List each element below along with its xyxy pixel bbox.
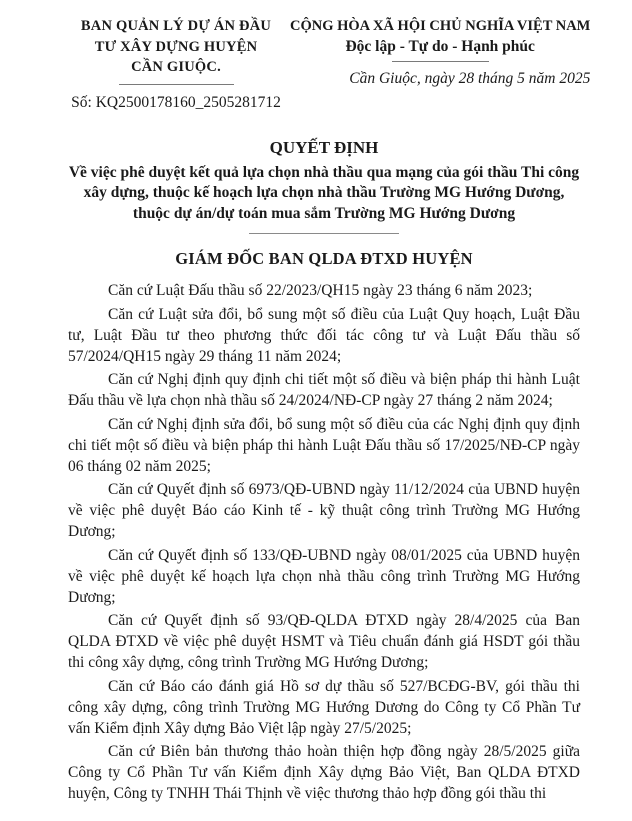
legal-basis-paragraph: Căn cứ Luật Đấu thầu số 22/2023/QH15 ngày 23 tháng 6 năm 2023; — [108, 282, 533, 299]
legal-basis-paragraph: Căn cứ Nghị định sửa đổi, bổ sung một số điều của các Nghị định quy định chi tiết một số điều và biện pháp thi hành Luật Đấu thầu số 17/2025/NĐ-CP ngày 06 tháng 02 năm 2025; — [68, 415, 580, 475]
document-header — [68, 16, 591, 112]
national-header-block — [284, 16, 590, 88]
legal-basis-paragraph: Căn cứ Luật sửa đổi, bổ sung một số điều của Luật Quy hoạch, Luật Đầu tư, Luật Đầu tư theo phương thức đối tác công tư và Luật Đấu thầu số 57/2024/QH15 ngày 29 tháng 11 năm 2024; — [68, 305, 580, 365]
issuing-org-name-line-1: BAN QUẢN LÝ DỰ ÁN ĐẦU — [80, 18, 272, 34]
decision-subtitle: Về việc phê duyệt kết quả lựa chọn nhà thầu qua mạng của gói thầu Thi công xây dựng, thuộc kế hoạch lựa chọn nhà thầu Trường MG Hướng Dương, thuộc dự án/dự toán mua sắm Trường MG Hướng Dương — [68, 163, 580, 222]
issuing-org-block — [68, 16, 284, 112]
national-motto: Độc lập - Tự do - Hạnh phúc — [345, 38, 535, 55]
legal-basis-paragraph: Căn cứ Biên bản thương thảo hoàn thiện hợp đồng ngày 28/5/2025 giữa Công ty Cổ Phần Tư vấn Kiểm định Xây dựng Bảo Việt, Ban QLDA ĐTXD huyện, Công ty TNHH Thái Thịnh về việc thương thảo hợp đồng gói thầu thi — [68, 743, 580, 802]
legal-basis-section — [68, 280, 580, 804]
legal-basis-paragraph: Căn cứ Báo cáo đánh giá Hồ sơ dự thầu số 527/BCĐG-BV, gói thầu thi công xây dựng, công trình Trường MG Hướng Dương do Công ty Cổ Phần Tư vấn Kiểm định Xây dựng Bảo Việt lập ngày 27/5/2025; — [68, 677, 580, 737]
legal-basis-paragraph: Căn cứ Quyết định số 133/QĐ-UBND ngày 08/01/2025 của UBND huyện về việc phê duyệt kế hoạch lựa chọn nhà thầu công trình Trường MG Hướng Dương; — [68, 546, 580, 606]
national-title: CỘNG HÒA XÃ HỘI CHỦ NGHĨA VIỆT NAM — [290, 18, 591, 34]
authority-title: GIÁM ĐỐC BAN QLDA ĐTXD HUYỆN — [175, 249, 473, 268]
issuing-org-name — [68, 16, 284, 78]
motto-divider — [392, 61, 489, 62]
legal-basis-paragraph: Căn cứ Quyết định số 6973/QĐ-UBND ngày 11/12/2024 của UBND huyện về việc phê duyệt Báo cáo Kinh tế - kỹ thuật công trình Trường MG Hướng Dương; — [68, 481, 580, 540]
org-name-divider — [119, 84, 234, 85]
decision-title: QUYẾT ĐỊNH — [269, 137, 379, 157]
decision-title-block — [68, 138, 580, 235]
legal-basis-paragraph: Căn cứ Quyết định số 93/QĐ-QLDA ĐTXD ngày 28/4/2025 của Ban QLDA ĐTXD về việc phê duyệt HSMT và Tiêu chuẩn đánh giá HSDT gói thầu thi công xây dựng, công trình Trường MG Hướng Dương; — [68, 612, 580, 671]
issuing-org-name-line-2: TƯ XÂY DỰNG HUYỆN — [94, 38, 258, 55]
title-divider — [249, 233, 399, 234]
document-number: Số: KQ2500178160_2505281712 — [71, 93, 281, 111]
legal-basis-paragraph: Căn cứ Nghị định quy định chi tiết một số điều và biện pháp thi hành Luật Đấu thầu về lựa chọn nhà thầu số 24/2024/NĐ-CP ngày 27 tháng 2 năm 2024; — [68, 371, 580, 409]
place-and-date: Cần Giuộc, ngày 28 tháng 5 năm 2025 — [349, 70, 591, 87]
issuing-org-name-line-3: CẦN GIUỘC. — [131, 59, 221, 75]
